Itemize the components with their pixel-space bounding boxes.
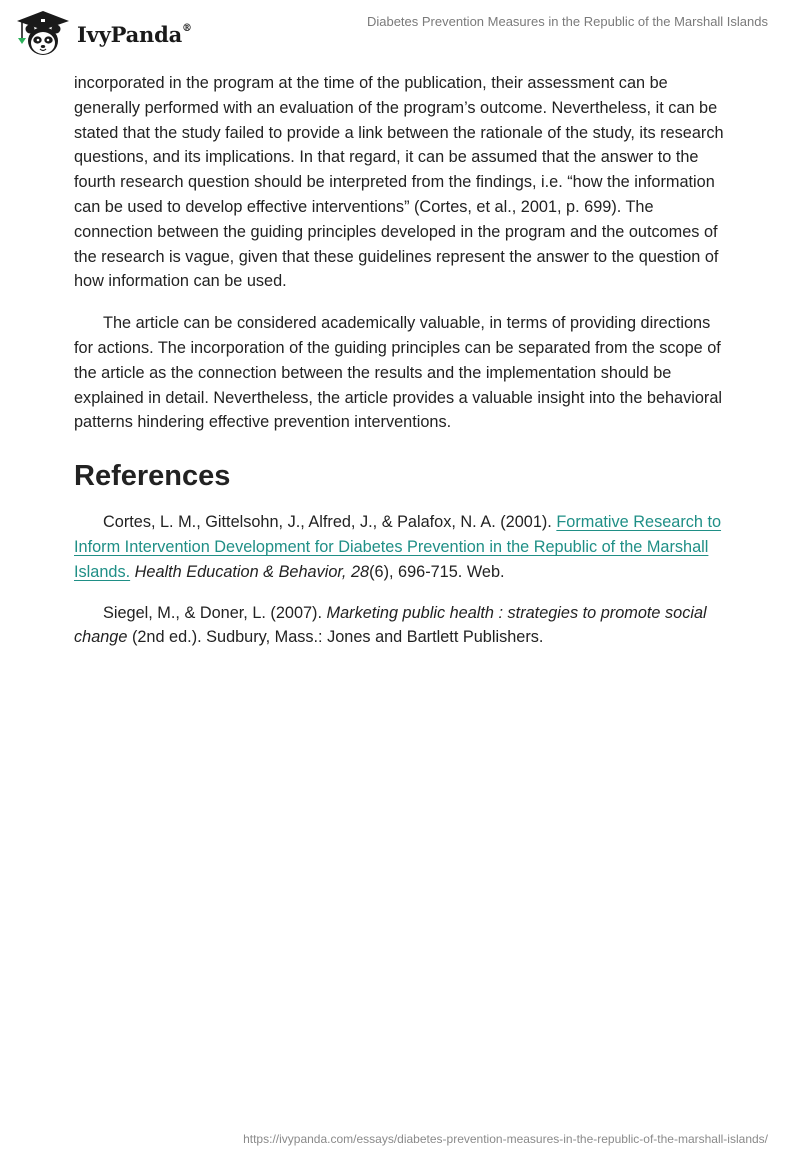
page-header xyxy=(0,0,800,66)
reference-authors: Cortes, L. M., Gittelsohn, J., Alfred, J., & Palafox, N. A. (2001). xyxy=(103,513,557,532)
reference-item xyxy=(74,510,728,584)
essay-content xyxy=(74,71,728,650)
panda-graduate-icon xyxy=(14,8,72,58)
reference-item xyxy=(74,601,728,651)
reference-book-title: Marketing public health : strategies to promote social change xyxy=(74,603,707,647)
references-heading: References xyxy=(74,460,231,493)
document-title: Diabetes Prevention Measures in the Republic of the Marshall Islands xyxy=(366,14,768,29)
registered-mark: ® xyxy=(182,22,192,34)
footer-url[interactable]: https://ivypanda.com/essays/diabetes-prevention-measures-in-the-republic-of-the-marshall-islands/ xyxy=(243,1132,768,1146)
references-list xyxy=(74,510,728,650)
reference-details: (2nd ed.). Sudbury, Mass.: Jones and Bartlett Publishers. xyxy=(127,628,544,647)
body-paragraph: The article can be considered academically valuable, in terms of providing directions for actions. The incorporation of the guiding principles can be separated from the scope of the article as the connection between the results and the implementation should be explained in detail. Nevertheless, the article provides a valuable insight into the behavioral patterns hindering effective prevention interventions. xyxy=(74,314,723,432)
reference-details: (6), 696-715. Web. xyxy=(369,562,505,581)
body-paragraph: incorporated in the program at the time of the publication, their assessment can be generally performed with an evaluation of the program’s outcome. Nevertheless, it can be stated that the study failed to provide a link between the rationale of the study, its research questions, and its implications. In that regard, it can be assumed that the answer to the fourth research question should be interpreted from the findings, i.e. “how the information can be used to develop effective interventions” (Cortes, et al., 2001, p. 699). The connection between the guiding principles developed in the program and the outcomes of the research is vague, given that these guidelines represent the answer to the question of how information can be used. xyxy=(74,74,724,291)
reference-link[interactable]: Formative Research to Inform Intervention Development for Diabetes Prevention in the Republic of the Marshall Islands. xyxy=(74,513,722,581)
ivypanda-logo[interactable] xyxy=(14,8,192,58)
reference-authors: Siegel, M., & Doner, L. (2007). xyxy=(103,603,327,622)
reference-journal: Health Education & Behavior, 28 xyxy=(134,562,370,581)
brand-name: IvyPanda® xyxy=(77,21,192,47)
